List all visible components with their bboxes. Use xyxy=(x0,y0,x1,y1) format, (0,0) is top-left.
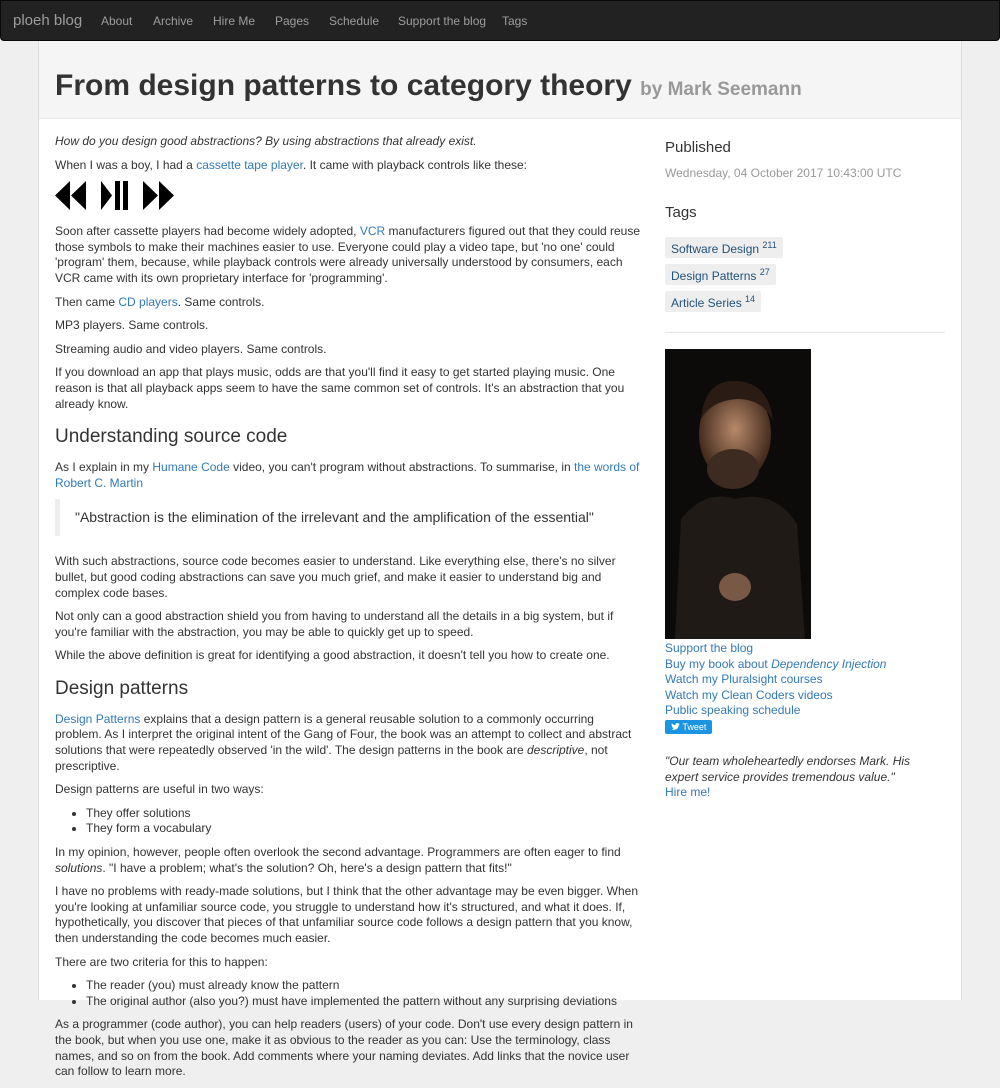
text: As I explain in my xyxy=(55,460,153,475)
link-text: Buy my book about xyxy=(665,656,772,671)
top-navbar xyxy=(0,0,1000,41)
list-item: • They offer solutions xyxy=(86,806,643,822)
paragraph: If you download an app that plays music, odds are that you'll find it easy to get started playing music. One reason is that all playback apps seem to have the same common set of controls. It's an abstraction that you already know. xyxy=(55,365,625,411)
published-date: Wednesday, 04 October 2017 10:43:00 UTC xyxy=(665,166,902,180)
text: . Same controls. xyxy=(177,294,265,309)
emphasis: descriptive xyxy=(526,743,585,758)
list-item: • The reader (you) must already know the pattern xyxy=(86,978,643,994)
paragraph xyxy=(55,295,643,311)
hire-me-link[interactable]: Hire me! xyxy=(665,785,711,800)
page-title xyxy=(55,69,802,103)
sidebar xyxy=(665,139,945,801)
page-header xyxy=(39,41,961,119)
paragraph: There are two criteria for this to happen: xyxy=(55,954,268,969)
tag-row xyxy=(665,291,945,312)
paragraph: Streaming audio and video players. Same controls. xyxy=(55,341,327,356)
text: In my opinion, however, people often overlook the second advantage. Programmers are often eager to find xyxy=(55,845,621,860)
cd-players-link[interactable]: CD players xyxy=(118,294,178,309)
text: . It came with playback controls like these: xyxy=(302,157,528,172)
text: , not prescriptive. xyxy=(55,743,608,773)
article-lead: How do you design good abstractions? By using abstractions that already exist. xyxy=(55,134,477,148)
published-heading: Published xyxy=(665,139,731,156)
buy-book-link[interactable] xyxy=(665,657,945,673)
article-body xyxy=(55,134,643,1088)
book-title: Dependency Injection xyxy=(771,656,887,671)
design-patterns-book-link[interactable]: Design Patterns xyxy=(55,711,141,726)
twitter-bird-icon xyxy=(671,723,680,730)
text: video, you can't program without abstractions. To summarise, in xyxy=(229,460,574,475)
sidebar-links xyxy=(665,641,945,719)
text: Then came xyxy=(55,294,119,309)
paragraph xyxy=(55,460,643,491)
endorsement-quote: "Our team wholeheartedly endorses Mark. His expert service provides tremendous value." xyxy=(665,753,911,784)
paragraph xyxy=(55,712,643,774)
bullet-list xyxy=(86,978,643,1009)
text: manufacturers figured out that they could reuse those symbols to make their machines easier to use. Everyone could play a video tape, but 'no one' could 'program' them, because, while playback controls were already universally understood by consumers, each VCR came with its own proprietary interface for 'programming'. xyxy=(55,224,641,285)
paragraph xyxy=(55,845,643,876)
list-item: • They form a vocabulary xyxy=(86,821,643,837)
play-pause-icon xyxy=(101,181,129,210)
tag-count: 14 xyxy=(745,294,756,304)
tags-heading: Tags xyxy=(665,204,697,221)
author-photo-drawing xyxy=(665,349,811,639)
sidebar-divider xyxy=(665,332,945,333)
text: . "I have a problem; what's the solution? Oh, here's a design pattern that fits!" xyxy=(102,860,512,875)
tag-count: 211 xyxy=(762,240,777,250)
paragraph: Not only can a good abstraction shield you from having to understand all the details in a big system, but if you're familiar with the abstraction, you may be able to quickly get up to speed. xyxy=(55,609,614,639)
text: When I was a boy, I had a xyxy=(55,157,197,172)
paragraph xyxy=(55,224,643,286)
humane-code-link[interactable]: Humane Code xyxy=(152,460,230,475)
paragraph: MP3 players. Same controls. xyxy=(55,318,209,333)
support-blog-link[interactable]: Support the blog xyxy=(665,641,754,655)
clean-coders-link[interactable]: Watch my Clean Coders videos xyxy=(665,687,833,702)
nav-about[interactable]: About xyxy=(101,14,133,28)
cassette-link[interactable]: cassette tape player xyxy=(196,157,303,172)
section-heading: Design patterns xyxy=(55,677,189,699)
tag-software-design[interactable] xyxy=(665,237,783,258)
tag-label: Design Patterns xyxy=(671,269,757,283)
tag-count: 27 xyxy=(759,267,770,277)
paragraph: As a programmer (code author), you can help readers (users) of your code. Don't use every design pattern in the book, but when you use one, make it as obvious to the reader as you can: Use the terminology, class names, and so on from the book. Add comments where your naming deviates. Add links that the novice user can follow to learn more. xyxy=(55,1017,633,1079)
section-heading: Understanding source code xyxy=(55,426,288,448)
robert-martin-link[interactable]: the words of Robert C. Martin xyxy=(55,460,640,490)
author-byline: by Mark Seemann xyxy=(640,79,802,100)
nav-support-blog[interactable]: Support the blog xyxy=(398,14,487,28)
tweet-button[interactable] xyxy=(665,720,712,734)
nav-pages[interactable]: Pages xyxy=(275,14,310,28)
tag-label: Software Design xyxy=(671,242,760,256)
text: Soon after cassette players had become widely adopted, xyxy=(55,224,360,239)
paragraph: With such abstractions, source code becomes easier to understand. Like everything else, there's no silver bullet, but good coding abstractions can save you much grief, and make it easier to understand big and complex code bases. xyxy=(55,554,616,600)
pluralsight-link[interactable]: Watch my Pluralsight courses xyxy=(665,672,823,687)
paragraph: While the above definition is great for identifying a good abstraction, it doesn't tell you how to create one. xyxy=(55,648,610,663)
nav-hire-me[interactable]: Hire Me xyxy=(213,14,256,28)
playback-controls-image xyxy=(55,181,643,213)
blockquote: "Abstraction is the elimination of the irrelevant and the amplification of the essential" xyxy=(55,499,643,536)
paragraph xyxy=(55,158,643,174)
tag-label: Article Series xyxy=(671,296,742,310)
paragraph: Design patterns are useful in two ways: xyxy=(55,782,264,797)
fast-forward-icon xyxy=(143,181,174,210)
nav-tags[interactable]: Tags xyxy=(502,14,528,28)
tweet-label: Tweet xyxy=(682,721,707,732)
list-item: • The original author (also you?) must have implemented the pattern without any surprising deviations xyxy=(86,994,643,1010)
tag-row xyxy=(665,264,945,285)
text: explains that a design pattern is a general reusable solution to a commonly occurring problem. As I interpret the original intent of the Gang of Four, the book was an attempt to collect and abstract solutions that were repeatedly observed 'in the wild'. The design patterns in the book are xyxy=(55,711,632,758)
nav-archive[interactable]: Archive xyxy=(153,14,194,28)
tag-article-series[interactable] xyxy=(665,291,761,312)
brand-link[interactable]: ploeh blog xyxy=(13,12,83,29)
tag-design-patterns[interactable] xyxy=(665,264,776,285)
nav-schedule[interactable]: Schedule xyxy=(329,14,380,28)
paragraph: I have no problems with ready-made solutions, but I think that the other advantage may be even bigger. When you're looking at unfamiliar source code, you struggle to understand how it's structured, and what it does. If, hypothetically, you discover that pieces of that unfamiliar source code follows a design pattern that you know, then understanding the code becomes much easier. xyxy=(55,884,639,945)
rewind-icon xyxy=(55,181,86,210)
page-container xyxy=(38,41,962,1079)
title-text: From design patterns to category theory xyxy=(55,69,632,102)
author-photo xyxy=(665,349,811,639)
emphasis: solutions xyxy=(55,860,103,875)
bullet-list xyxy=(86,806,643,837)
vcr-link[interactable]: VCR xyxy=(359,224,386,239)
speaking-schedule-link[interactable]: Public speaking schedule xyxy=(665,703,801,718)
tag-row xyxy=(665,237,945,258)
